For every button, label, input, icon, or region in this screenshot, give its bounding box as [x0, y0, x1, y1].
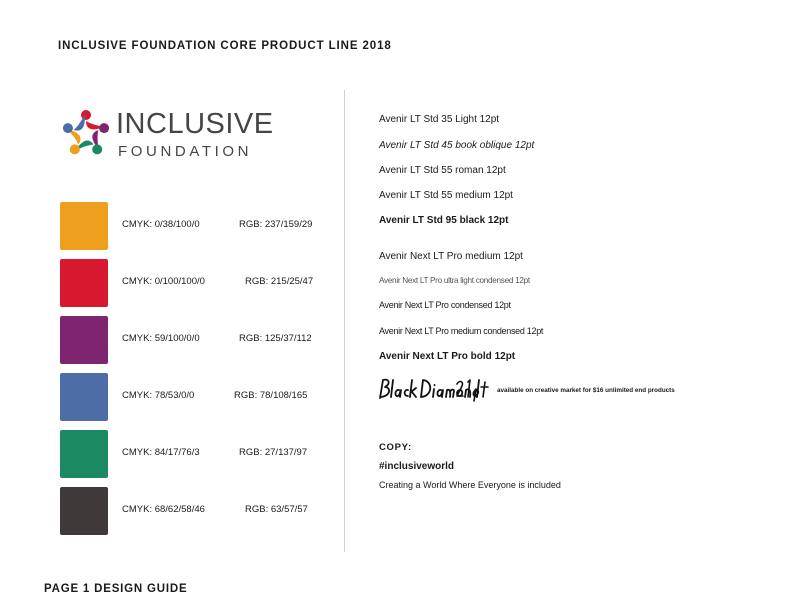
font-sample-avenir-next-medium-condensed: Avenir Next LT Pro medium condensed 12pt [379, 326, 544, 336]
cmyk-value: CMYK: 0/38/100/0 [122, 219, 200, 230]
rgb-value: RGB: 215/25/47 [245, 276, 314, 287]
color-swatch-green [60, 430, 108, 478]
rgb-value: RGB: 125/37/112 [239, 333, 312, 344]
color-swatch-purple [60, 316, 108, 364]
font-sample-avenir-light: Avenir LT Std 35 Light 12pt [379, 114, 500, 125]
logo-wordmark-inclusive: INCLUSIVE [116, 108, 274, 140]
logo-figure-head [63, 123, 73, 133]
inclusive-foundation-logo [58, 104, 282, 166]
color-swatch-blue [60, 373, 108, 421]
logo-figure-head [70, 144, 80, 154]
page-footer: PAGE 1 DESIGN GUIDE [44, 583, 188, 595]
copy-hashtag: #inclusiveworld [379, 461, 455, 472]
font-sample-avenir-next-ultra-light-condensed: Avenir Next LT Pro ultra light condensed 12pt [379, 276, 530, 285]
font-sample-avenir-medium: Avenir LT Std 55 medium 12pt [379, 190, 513, 201]
font-sample-avenir-roman: Avenir LT Std 55 roman 12pt [379, 165, 506, 176]
cmyk-value: CMYK: 78/53/0/0 [122, 390, 195, 401]
font-sample-avenir-next-condensed: Avenir Next LT Pro condensed 12pt [379, 300, 511, 310]
color-swatch-red [60, 259, 108, 307]
logo-wordmark-foundation: FOUNDATION [118, 143, 253, 160]
color-swatch-row-red [60, 259, 330, 307]
color-swatch-row-charcoal [60, 487, 330, 535]
copy-tagline: Creating a World Where Everyone is included [379, 480, 561, 490]
logo-figure-head [92, 144, 102, 154]
rgb-value: RGB: 237/159/29 [239, 219, 313, 230]
logo-figure-head [99, 123, 109, 133]
cmyk-value: CMYK: 84/17/76/3 [122, 447, 200, 458]
color-swatch-row-green [60, 430, 330, 478]
script-font-size-sample [455, 376, 495, 402]
logo-people-mark-icon [58, 104, 114, 164]
font-sample-avenir-book-oblique: Avenir LT Std 45 book oblique 12pt [379, 140, 535, 151]
color-swatch-orange [60, 202, 108, 250]
page-title: INCLUSIVE FOUNDATION CORE PRODUCT LINE 2018 [58, 40, 392, 52]
color-swatch-row-orange [60, 202, 330, 250]
rgb-value: RGB: 63/57/57 [245, 504, 308, 515]
copy-heading: COPY: [379, 442, 412, 453]
font-sample-avenir-black: Avenir LT Std 95 black 12pt [379, 215, 509, 226]
color-swatch-row-purple [60, 316, 330, 364]
rgb-value: RGB: 27/137/97 [239, 447, 308, 458]
cmyk-value: CMYK: 0/100/100/0 [122, 276, 205, 287]
font-sample-avenir-next-bold: Avenir Next LT Pro bold 12pt [379, 351, 516, 362]
script-font-note: available on creative market for $16 unlimited end products [497, 387, 675, 394]
color-swatch-row-blue [60, 373, 330, 421]
cmyk-value: CMYK: 68/62/58/46 [122, 504, 205, 515]
color-swatch-charcoal [60, 487, 108, 535]
cmyk-value: CMYK: 59/100/0/0 [122, 333, 200, 344]
rgb-value: RGB: 78/108/165 [234, 390, 308, 401]
logo-figure-head [81, 110, 91, 120]
font-sample-avenir-next-medium: Avenir Next LT Pro medium 12pt [379, 251, 523, 262]
column-divider [344, 90, 345, 552]
